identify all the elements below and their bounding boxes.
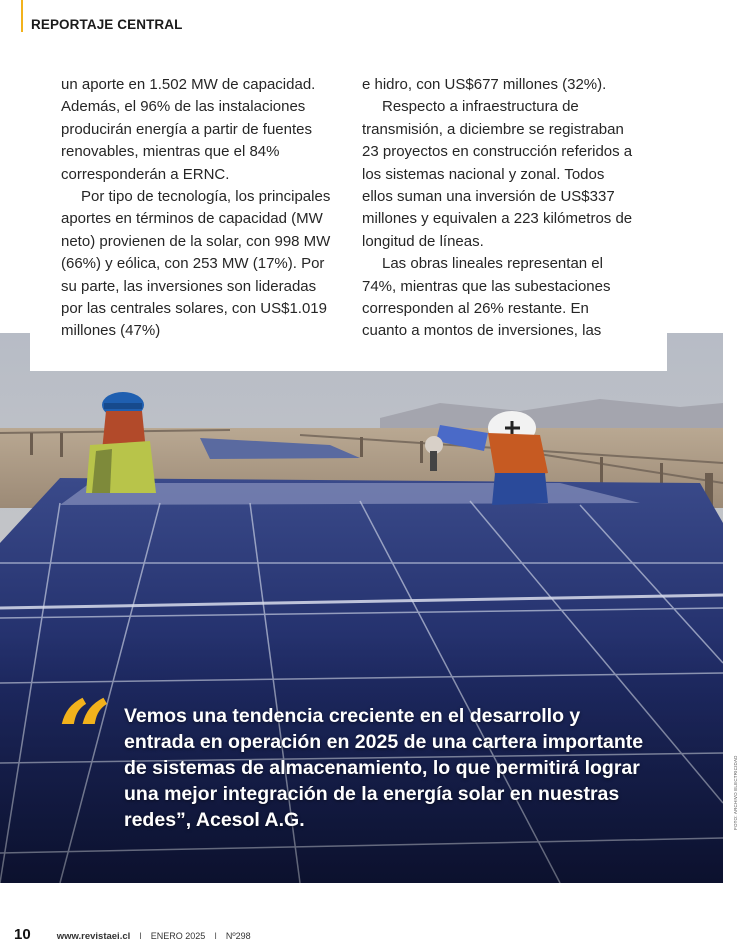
footer-site-link[interactable]: www.revistaei.cl bbox=[56, 931, 131, 942]
footer-separator: I bbox=[214, 931, 217, 941]
article-paragraph: Respecto a infraestructura de transmisión, a diciembre se registraban 23 proyectos en construcción referidos a los sistemas nacional y zonal. Todos ellos suman una inversión de US$337 millones y equivalen a 223 kilómetros de longitud de líneas. bbox=[362, 98, 633, 250]
article-paragraph: e hidro, con US$677 millones (32%). bbox=[362, 76, 607, 93]
page-footer bbox=[14, 926, 251, 943]
footer-separator: I bbox=[139, 931, 142, 941]
article-paragraph: Las obras lineales representan el 74%, mientras que las subestaciones corresponden al 26% restante. En cuanto a montos de inversiones, las bbox=[362, 255, 611, 340]
page-number: 10 bbox=[14, 926, 31, 943]
section-label: REPORTAJE CENTRAL bbox=[31, 17, 183, 32]
article-text-card bbox=[30, 62, 667, 371]
article-paragraph: un aporte en 1.502 MW de capacidad. Además, el 96% de las instalaciones producirán energía a partir de fuentes renovables, mientras que el 84% corresponderán a ERNC. bbox=[61, 76, 316, 183]
photo-credit: FOTO: ARCHIVO ELECTRICIDAD bbox=[733, 755, 738, 830]
footer-issue-number: Nº298 bbox=[225, 931, 251, 941]
footer-issue-date: ENERO 2025 bbox=[150, 931, 206, 941]
quote-mark-icon: “ bbox=[58, 680, 111, 788]
pull-quote: Vemos una tendencia creciente en el desarrollo y entrada en operación en 2025 de una cartera importante de sistemas de almacenamiento, lo que permitirá lograr una mejor integración de la energía solar en nuestras redes”, Acesol A.G. bbox=[124, 705, 644, 831]
article-column-right bbox=[362, 74, 637, 343]
article-paragraph: Por tipo de tecnología, los principales aportes en términos de capacidad (MW neto) provienen de la solar, con 998 MW (66%) y eólica, con 253 MW (17%). Por su parte, las inversiones son lideradas por las centrales solares, con US$1.019 millones (47%) bbox=[61, 188, 331, 340]
article-column-left bbox=[61, 74, 336, 343]
section-accent-bar bbox=[21, 0, 23, 32]
